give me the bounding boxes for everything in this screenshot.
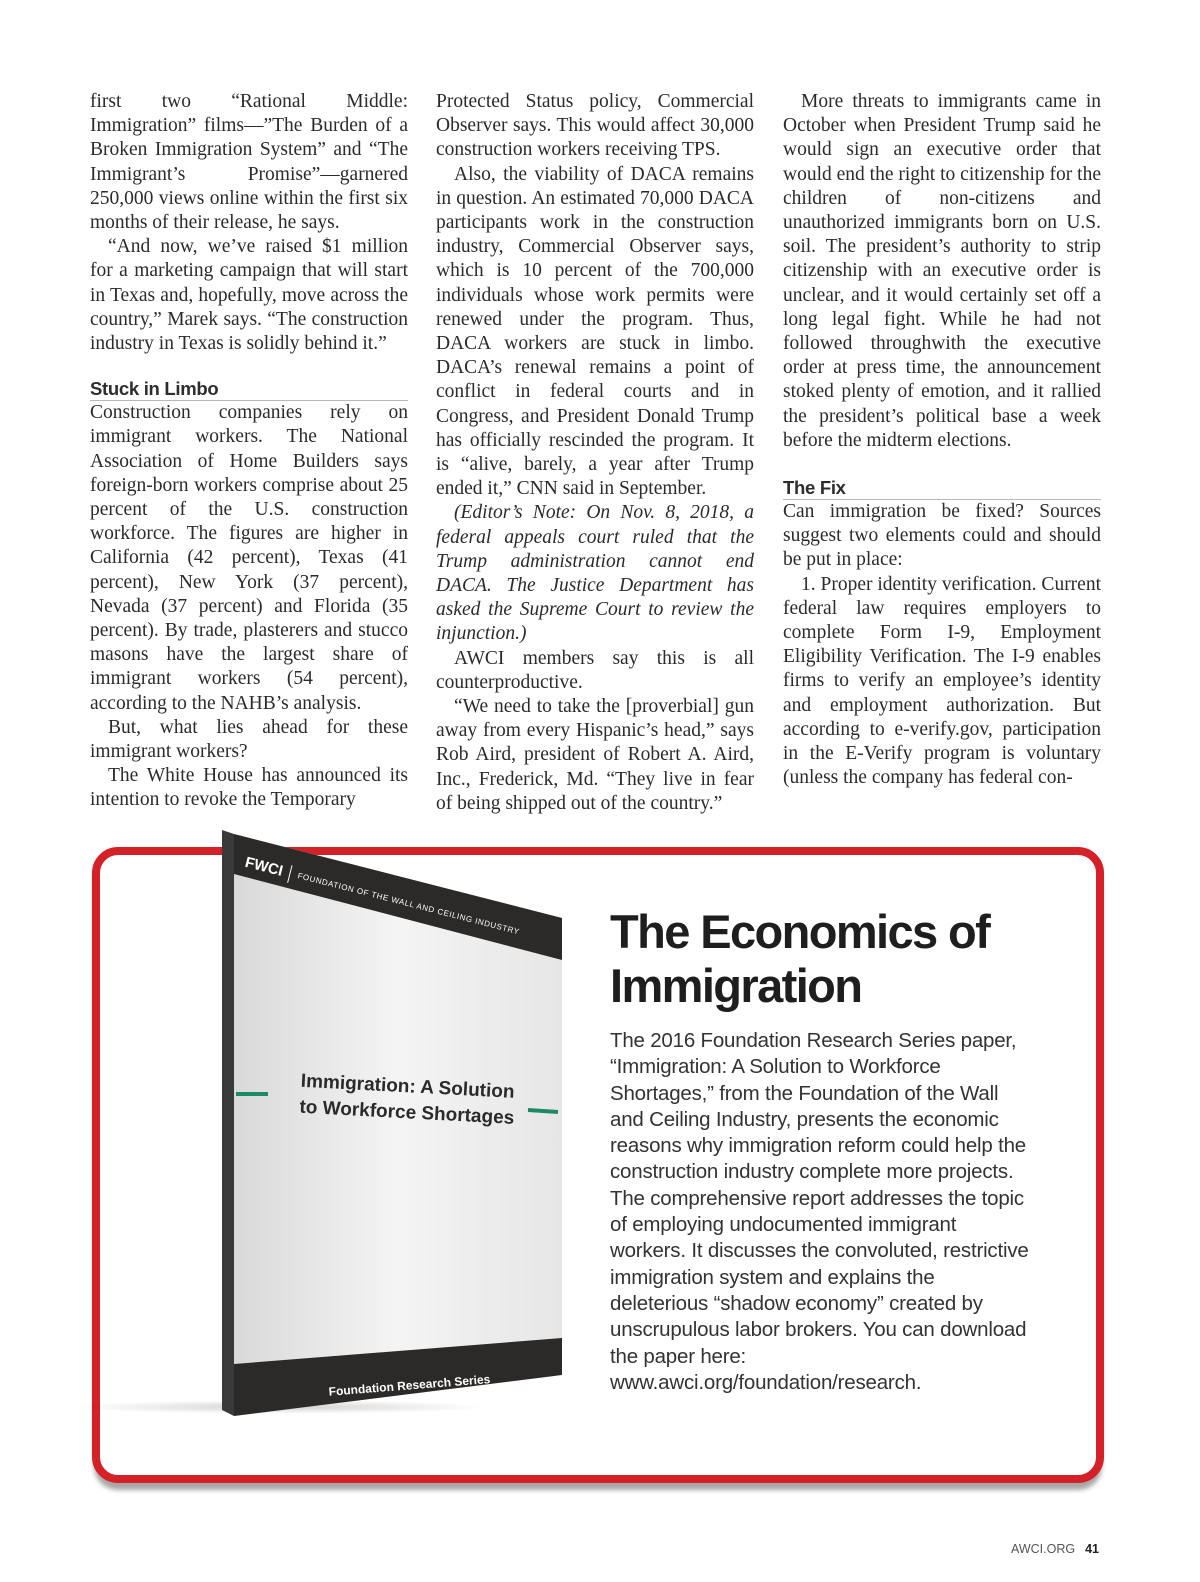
paragraph: Can immigration be fixed? Sources suggest two elements could and should be put in place: — [783, 501, 1101, 571]
paragraph: first two “Rational Middle: Immigration” films—”The Burden of a Broken Immigration System” and “The Immigrant’s Promise”—garnered 250,000 views online within the first six months of their release, he says. — [90, 91, 408, 234]
cover-title-line-2: to Workforce Shortages — [298, 1096, 515, 1129]
footer-site: AWCI.ORG — [1010, 1542, 1076, 1556]
page-footer — [1011, 1542, 1099, 1556]
promo-title: The Economics of Immigration — [610, 905, 990, 1012]
paragraph: “We need to take the [proverbial] gun away from every Hispanic’s head,” says Rob Aird, president of Robert A. Aird, Inc., Frederick, Md. “They live in fear of being shipped out of the country.” — [436, 696, 754, 814]
book-spine — [222, 830, 234, 1416]
page-number: 41 — [1085, 1542, 1099, 1556]
paragraph: Protected Status policy, Commercial Observer says. This would affect 30,000 construction workers receiving TPS. — [436, 91, 754, 161]
paragraph: But, what lies ahead for these immigrant workers? — [90, 716, 408, 763]
promo-body: The 2016 Foundation Research Series paper, “Immigration: A Solution to Workforce Shortages,” from the Foundation of the Wall and Ceiling Industry, presents the economic reasons why immigration reform could help the construction industry complete more projects. The comprehensive report addresses the topic of employing undocumented immigrant workers. It discusses the convoluted, restrictive immigration system and explains the deleterious “shadow economy” created by unscrupulous labor brokers. You can download the paper here: www.awci.org/foundation/research. — [610, 1029, 1029, 1394]
fwci-logo: FWCI — [243, 853, 285, 880]
cover-title-line-1: Immigration: A Solution — [300, 1070, 516, 1103]
paragraph: The White House has announced its intention to revoke the Temporary — [90, 765, 408, 811]
paragraph: More threats to immigrants came in October when President Trump said he would sign an executive order that would end the right to citizenship for the children of non-citizens and unauthorized immigrants born on U.S. soil. The president’s authority to strip citizenship with an executive order is unclear, and it would certainly set off a long legal fight. While he had not followed throughwith the executive order at press time, the announcement stoked plenty of emotion, and it rallied the president’s political base a week before the midterm elections. — [783, 91, 1101, 451]
paragraph: AWCI members say this is all counterproductive. — [436, 647, 754, 693]
foundation-name: FOUNDATION OF THE WALL AND CEILING INDUSTRY — [296, 871, 521, 937]
article-column-3 — [783, 90, 1101, 790]
subheading-stuck-in-limbo: Stuck in Limbo — [90, 378, 408, 401]
report-cover-image — [222, 830, 562, 1416]
accent-line-right — [528, 1110, 558, 1112]
paragraph: Construction companies rely on immigrant workers. The National Association of Home Builders says foreign-born workers comprise about 25 percent of the U.S. construction workforce. The figures are higher in California (42 percent), Texas (41 percent), New York (37 percent), Nevada (37 percent) and Florida (35 percent). By trade, plasterers and stucco masons have the largest share of immigrant workers (54 percent), according to the NAHB’s analysis. — [90, 402, 408, 714]
article-column-1 — [90, 90, 408, 813]
paragraph: 1. Proper identity verification. Current federal law requires employers to complete Form I-9, Employment Eligibility Verification. The I-9 enables firms to verify an employee’s identity and employment authorization. But according to e-verify.gov, participation in the E-Verify program is voluntary (unless the company has federal con- — [783, 573, 1102, 789]
paragraph: “And now, we’ve raised $1 million for a marketing campaign that will start in Texas and, hopefully, move across the country,” Marek says. “The construction industry in Texas is solidly behind it.” — [90, 236, 408, 355]
subheading-the-fix: The Fix — [783, 477, 1101, 500]
paragraph: Also, the viability of DACA remains in question. An estimated 70,000 DACA participants work in the construction industry, Commercial Observer says, which is 10 percent of the 700,000 individuals whose work permits were renewed under the program. Thus, DACA workers are stuck in limbo. DACA’s renewal remains a point of conflict in federal courts and in Congress, and President Donald Trump has officially rescinded the program. It is “alive, barely, a year after Trump ended it,” CNN said in September. — [436, 163, 754, 500]
cover-series-label: Foundation Research Series — [328, 1372, 491, 1399]
article-column-2 — [436, 90, 754, 816]
editors-note: (Editor’s Note: On Nov. 8, 2018, a federal appeals court ruled that the Trump administration cannot end DACA. The Justice Department has asked the Supreme Court to review the injunction.) — [436, 502, 754, 645]
